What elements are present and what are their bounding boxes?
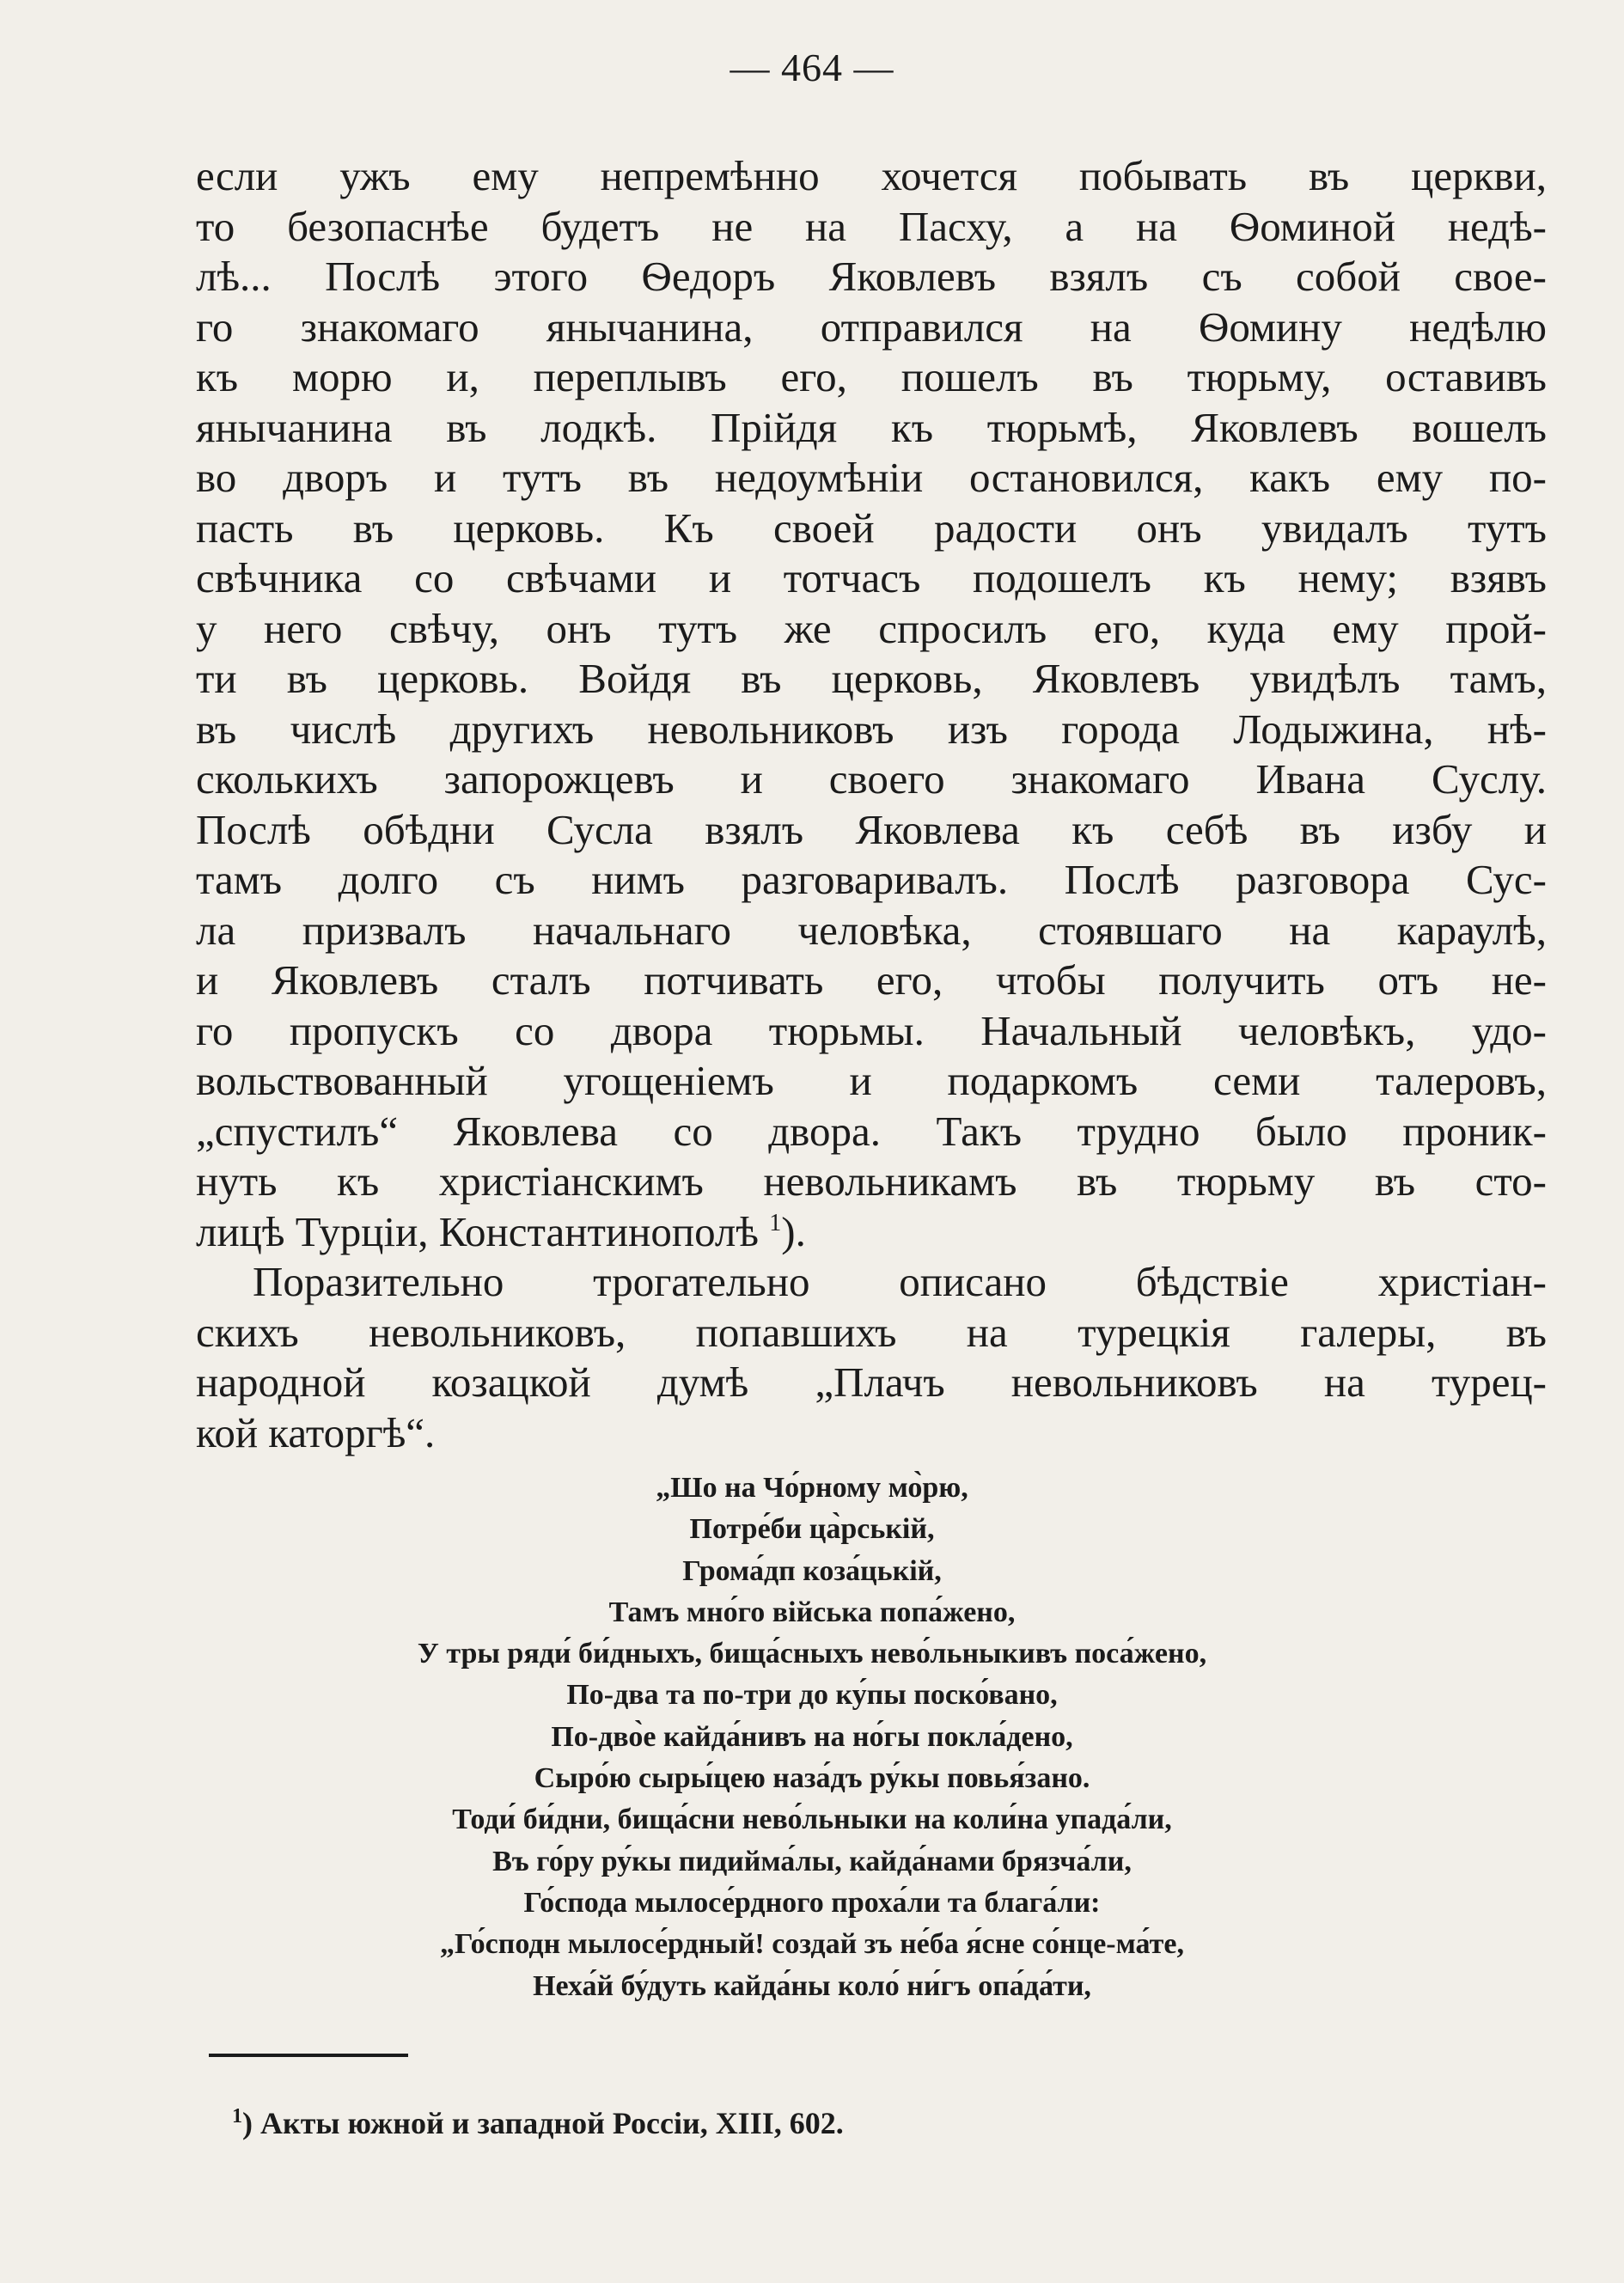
prose-line-text: Поразительно трогательно описано бѣдствіе христіан- <box>253 1258 1547 1305</box>
prose-line <box>196 553 1547 604</box>
prose-line <box>196 403 1547 454</box>
poem-line: Го́спода мылосе́рдного проха́ли та блага́ли: <box>523 1886 1101 1919</box>
footnote-rule <box>209 2054 408 2057</box>
prose-line-text: сколькихъ запорожцевъ и своего знакомаго Ивана Суслу. <box>196 755 1547 803</box>
prose-line-text: народной козацкой думѣ „Плачъ невольниковъ на турец- <box>196 1358 1547 1406</box>
prose-line <box>196 504 1547 554</box>
prose-line <box>196 1107 1547 1157</box>
prose-line <box>196 1056 1547 1107</box>
prose-line-text: янычанина въ лодкѣ. Прійдя къ тюрьмѣ, Яковлевъ вошелъ <box>196 403 1547 451</box>
prose-line <box>196 654 1547 705</box>
prose-line-text: нуть къ христіанскимъ невольникамъ въ тюрьму въ сто- <box>196 1157 1547 1205</box>
prose-line-text: во дворъ и тутъ въ недоумѣніи остановился, какъ ему по- <box>196 454 1547 501</box>
prose-line <box>196 453 1547 504</box>
prose-line-text: къ морю и, переплывъ его, пошелъ въ тюрьму, оставивъ <box>196 353 1547 400</box>
prose-line <box>196 1157 1547 1207</box>
prose-line-text: кой каторгѣ“. <box>196 1408 436 1456</box>
prose-line <box>196 754 1547 805</box>
prose-line <box>196 151 1547 202</box>
prose-line-text: Послѣ обѣдни Сусла взялъ Яковлева къ себѣ въ избу и <box>196 805 1547 853</box>
prose-line-text: го пропускъ со двора тюрьмы. Начальный человѣкъ, удо- <box>196 1006 1547 1054</box>
prose-line-text: пасть въ церковь. Къ своей радости онъ увидалъ тутъ <box>196 504 1547 552</box>
prose-line <box>196 252 1547 302</box>
prose-line <box>196 906 1547 956</box>
poem-line: Грома́дп коза́цькій, <box>682 1554 942 1587</box>
poem-line: Тоди́ би́дни, бища́сни нево́льныки на коли́на упада́ли, <box>452 1804 1172 1836</box>
prose-line-text: го знакомаго янычанина, отправился на Ѳомину недѣлю <box>196 302 1547 351</box>
poem-line: По-дво̀е кайда́нивъ на но́гы покла́дено, <box>551 1720 1073 1753</box>
prose-line <box>196 1257 1547 1308</box>
poem-line: Сыро́ю сыры́цею наза́дъ ру́кы повья́зано. <box>534 1762 1090 1795</box>
prose-line-text: у него свѣчу, онъ тутъ же спросилъ его, куда ему прой- <box>196 604 1547 652</box>
prose-line <box>196 1006 1547 1057</box>
prose-line-text: тамъ долго съ нимъ разговаривалъ. Послѣ разговора Сус- <box>196 856 1547 903</box>
prose-line-text: „спустилъ“ Яковлева со двора. Такъ трудно было проник- <box>196 1107 1547 1155</box>
prose-line <box>196 1308 1547 1358</box>
prose-line-text: лѣ... Послѣ этого Ѳедоръ Яковлевъ взялъ съ собой свое- <box>196 253 1547 300</box>
prose-line <box>196 855 1547 906</box>
poem-line: Неха́й бу́дуть кайда́ны коло́ ни́гъ опа́да́ти, <box>533 1969 1091 2002</box>
page-number: — 464 — <box>730 46 894 89</box>
prose-line-text: въ числѣ другихъ невольниковъ изъ города Лодыжина, нѣ- <box>196 705 1547 753</box>
poem-line: Тамъ мно́го війська попа́жено, <box>608 1596 1016 1628</box>
prose-line-text: свѣчника со свѣчами и тотчасъ подошелъ къ нему; взявъ <box>196 554 1547 601</box>
poem-line: Потре́би ца̀рській, <box>689 1513 935 1546</box>
poem-line: У тры ряди́ би́дныхъ, бища́сныхъ нево́льныкивъ поса́жено, <box>417 1638 1207 1670</box>
poem-line: „Шо на Чо́рному мо̀рю, <box>656 1472 968 1504</box>
prose-line-text: то безопаснѣе будетъ не на Пасху, а на Ѳоминой недѣ- <box>196 202 1547 250</box>
prose-line-text: и Яковлевъ сталъ потчивать его, чтобы получить отъ не- <box>196 956 1547 1004</box>
prose-line-text: ла призвалъ начальнаго человѣка, стоявшаго на караулѣ, <box>196 906 1547 954</box>
poem-line: „Го́сподн мылосе́рдный! создай зъ не́ба я́сне со́нце-ма́те, <box>440 1928 1184 1961</box>
footnote-mark: 1 <box>232 2105 242 2127</box>
prose-line <box>196 955 1547 1006</box>
prose-line-text: скихъ невольниковъ, попавшихъ на турецкія галеры, въ <box>196 1308 1547 1356</box>
prose-body <box>196 151 1547 1458</box>
prose-line <box>196 1408 1547 1459</box>
footnote-text: ) Акты южной и западной Россіи, XIII, 602. <box>242 2106 844 2140</box>
footnote-reference-tail: ). <box>781 1207 806 1255</box>
prose-line <box>196 302 1547 353</box>
prose-line <box>196 604 1547 655</box>
prose-line <box>196 352 1547 403</box>
prose-line <box>196 705 1547 755</box>
prose-line-text: лицѣ Турціи, Константинополѣ <box>196 1207 759 1255</box>
prose-line-text: ти въ церковь. Войдя въ церковь, Яковлевъ увидѣлъ тамъ, <box>196 655 1547 702</box>
prose-line-text: вольствованный угощеніемъ и подаркомъ семи талеровъ, <box>196 1057 1547 1104</box>
prose-line <box>196 1358 1547 1408</box>
poem-block <box>0 1468 1624 2007</box>
prose-line <box>196 1207 1547 1258</box>
prose-line <box>196 202 1547 253</box>
poem-line: По-два та по-три до ку́пы поско́вано, <box>566 1679 1058 1712</box>
footnote-reference: 1 <box>769 1209 782 1236</box>
poem-line: Въ го́ру ру́кы пидийма́лы, кайда́нами брязча́ли, <box>492 1845 1132 1877</box>
prose-line-text: если ужъ ему непремѣнно хочется побывать въ церкви, <box>196 152 1547 199</box>
footnote <box>232 2105 844 2141</box>
prose-line <box>196 805 1547 856</box>
